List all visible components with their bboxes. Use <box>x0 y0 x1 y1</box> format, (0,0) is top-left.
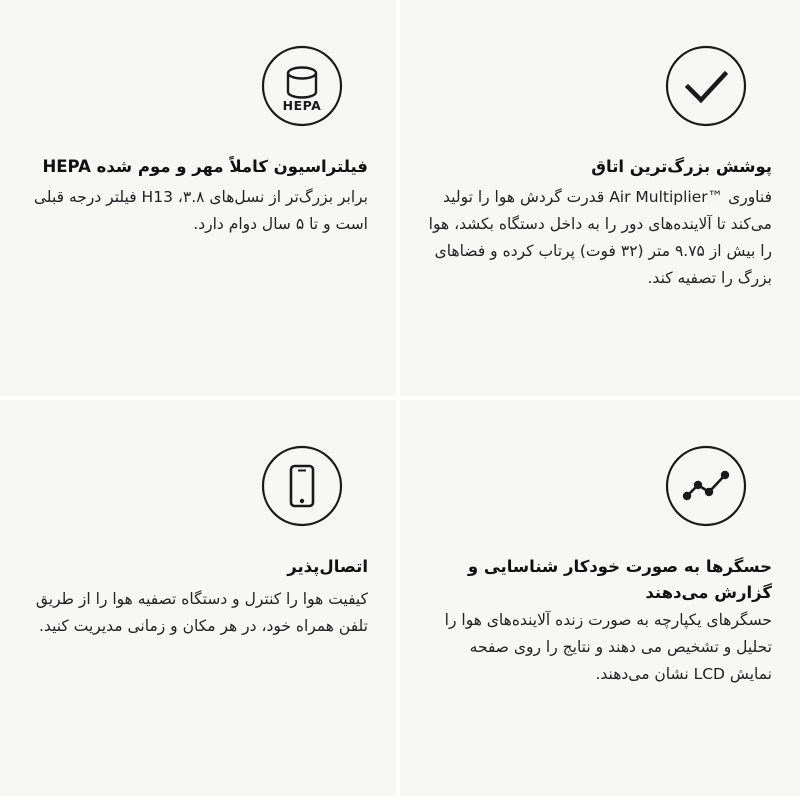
feature-text <box>428 554 772 689</box>
hepa-filter-icon <box>260 44 344 128</box>
feature-title: حسگرها به صورت خودکار شناسایی و گزارش می‌دهند <box>467 557 772 602</box>
feature-text <box>24 554 368 640</box>
feature-text <box>410 154 772 292</box>
feature-body: کیفیت هوا را کنترل و دستگاه تصفیه هوا را از طریق تلفن همراه خود، در هر مکان و زمانی مدیریت کنید. <box>35 589 368 635</box>
feature-title: اتصال‌پذیر <box>287 557 368 576</box>
feature-title: پوشش بزرگ‌ترین اتاق <box>591 157 772 176</box>
feature-title: فیلتراسیون کاملاً مهر و موم شده HEPA <box>42 157 368 176</box>
checkmark-circle-icon <box>664 44 748 128</box>
svg-text:HEPA: HEPA <box>282 98 322 113</box>
feature-text <box>24 154 368 238</box>
feature-card-auto-sensing <box>400 400 800 796</box>
feature-card-connectivity <box>0 400 396 796</box>
feature-card-hepa-filtration <box>0 0 396 396</box>
feature-body: برابر بزرگ‌تر از نسل‌های ۳.۸، H13 فیلتر درجه قبلی است و تا ۵ سال دوام دارد. <box>33 187 368 233</box>
feature-body: حسگرهای یکپارچه به صورت زنده آلاینده‌های هوا را تحلیل و تشخیص می دهند و نتایج را روی صفحه نمایش LCD نشان می‌دهند. <box>444 611 772 684</box>
feature-body: فناوری ™Air Multiplier قدرت گردش هوا را تولید می‌کند تا آلاینده‌های دور را به داخل دستگاه بکشد، هوا را بیش از ۹.۷۵ متر (۳۲ فوت) پرتاب کرده و فضاهای بزرگ را تصفیه کند. <box>428 187 772 287</box>
feature-card-room-coverage <box>400 0 800 396</box>
smartphone-circle-icon <box>260 444 344 528</box>
sensor-chart-circle-icon <box>664 444 748 528</box>
